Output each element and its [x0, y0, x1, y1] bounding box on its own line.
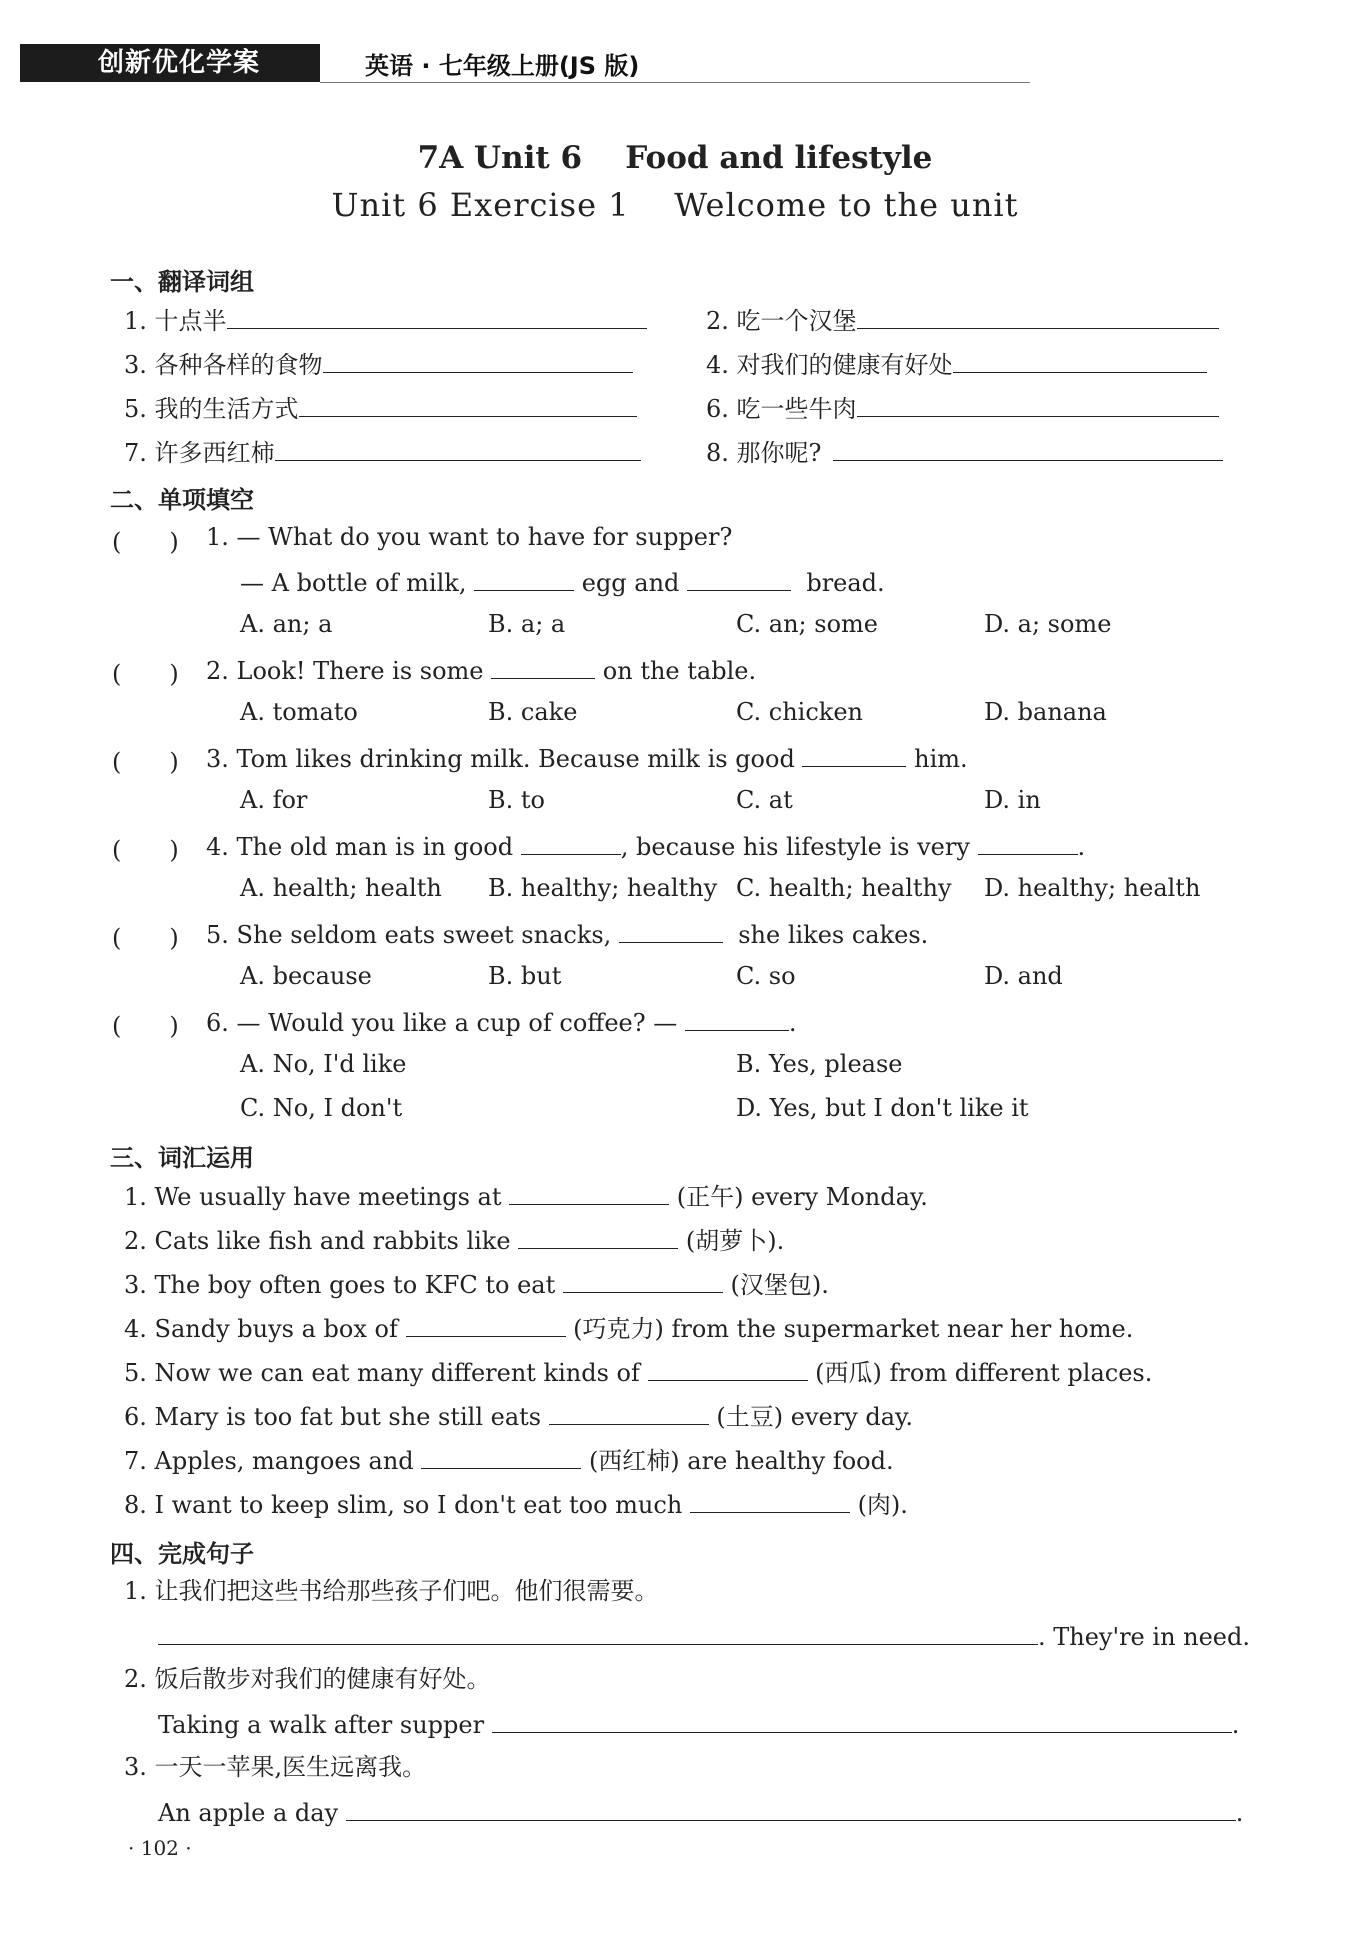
vocab-item-8: 8. I want to keep slim, so I don't eat too much (肉).	[124, 1488, 908, 1520]
option-a[interactable]: A. health; health	[240, 874, 442, 902]
translate-item-6: 6. 吃一些牛肉	[706, 392, 1219, 424]
sentence-answer-1: . They're in need.	[158, 1620, 1250, 1652]
section-1-heading: 一、翻译词组	[110, 268, 254, 296]
translate-item-2: 2. 吃一个汉堡	[706, 304, 1219, 336]
answer-blank[interactable]	[474, 566, 574, 591]
sentence-prompt-1: 1. 让我们把这些书给那些孩子们吧。他们很需要。	[124, 1577, 659, 1605]
mc-question-6: 6. — Would you like a cup of coffee? — .	[206, 1006, 797, 1038]
option-c[interactable]: C. an; some	[736, 610, 878, 638]
option-b[interactable]: B. a; a	[488, 610, 566, 638]
option-a[interactable]: A. because	[240, 962, 372, 990]
translate-item-8: 8. 那你呢?	[706, 436, 1223, 468]
vocab-item-4: 4. Sandy buys a box of (巧克力) from the supermarket near her home.	[124, 1312, 1133, 1344]
option-d[interactable]: D. in	[984, 786, 1041, 814]
answer-blank[interactable]	[492, 1708, 1232, 1733]
answer-blank[interactable]	[619, 918, 723, 943]
book-title: 英语 · 七年级上册(JS 版)	[365, 52, 640, 80]
answer-blank[interactable]	[406, 1312, 566, 1337]
option-c[interactable]: C. No, I don't	[240, 1094, 403, 1122]
mc-question-3: 3. Tom likes drinking milk. Because milk is good him.	[206, 742, 968, 774]
vocab-item-2: 2. Cats like fish and rabbits like (胡萝卜).	[124, 1224, 784, 1256]
mc-question-1-line2: — A bottle of milk, egg and bread.	[240, 566, 885, 598]
answer-blank[interactable]	[857, 304, 1219, 329]
answer-blank[interactable]	[158, 1620, 1038, 1645]
option-d[interactable]: D. banana	[984, 698, 1107, 726]
answer-blank[interactable]	[227, 304, 647, 329]
vocab-item-7: 7. Apples, mangoes and (西红柿) are healthy food.	[124, 1444, 894, 1476]
answer-blank[interactable]	[299, 392, 637, 417]
answer-blank[interactable]	[802, 742, 906, 767]
answer-blank[interactable]	[275, 436, 641, 461]
answer-blank[interactable]	[549, 1400, 709, 1425]
answer-blank[interactable]	[491, 654, 595, 679]
option-d[interactable]: D. healthy; health	[984, 874, 1201, 902]
option-b[interactable]: B. to	[488, 786, 545, 814]
page-header	[20, 42, 1030, 84]
translate-item-7: 7. 许多西红柿	[124, 436, 641, 468]
answer-blank[interactable]	[953, 348, 1207, 373]
sentence-answer-3: An apple a day .	[158, 1796, 1243, 1828]
answer-blank[interactable]	[509, 1180, 669, 1205]
answer-blank[interactable]	[648, 1356, 808, 1381]
option-c[interactable]: C. at	[736, 786, 793, 814]
answer-paren[interactable]: ( )	[112, 660, 179, 688]
page-number: · 102 ·	[128, 1836, 192, 1860]
option-d[interactable]: D. Yes, but I don't like it	[736, 1094, 1029, 1122]
translate-item-1: 1. 十点半	[124, 304, 647, 336]
exercise-title: Unit 6 Exercise 1 Welcome to the unit	[331, 186, 1019, 224]
option-b[interactable]: B. cake	[488, 698, 578, 726]
answer-blank[interactable]	[521, 830, 621, 855]
answer-blank[interactable]	[687, 566, 791, 591]
vocab-item-5: 5. Now we can eat many different kinds of (西瓜) from different places.	[124, 1356, 1152, 1388]
translate-item-5: 5. 我的生活方式	[124, 392, 637, 424]
answer-blank[interactable]	[518, 1224, 678, 1249]
mc-question-2: 2. Look! There is some on the table.	[206, 654, 756, 686]
option-b[interactable]: B. but	[488, 962, 562, 990]
answer-blank[interactable]	[685, 1006, 789, 1031]
answer-blank[interactable]	[690, 1488, 850, 1513]
answer-blank[interactable]	[978, 830, 1078, 855]
answer-blank[interactable]	[323, 348, 633, 373]
option-a[interactable]: A. tomato	[240, 698, 358, 726]
section-4-heading: 四、完成句子	[110, 1540, 254, 1568]
answer-paren[interactable]: ( )	[112, 1012, 179, 1040]
answer-paren[interactable]: ( )	[112, 836, 179, 864]
translate-item-4: 4. 对我们的健康有好处	[706, 348, 1207, 380]
sentence-prompt-3: 3. 一天一苹果,医生远离我。	[124, 1753, 427, 1781]
answer-blank[interactable]	[346, 1796, 1236, 1821]
option-b[interactable]: B. healthy; healthy	[488, 874, 718, 902]
header-rule	[320, 82, 1030, 83]
section-2-heading: 二、单项填空	[110, 486, 254, 514]
answer-paren[interactable]: ( )	[112, 748, 179, 776]
mc-question-5: 5. She seldom eats sweet snacks, she likes cakes.	[206, 918, 928, 950]
option-c[interactable]: C. so	[736, 962, 796, 990]
answer-blank[interactable]	[421, 1444, 581, 1469]
unit-title: 7A Unit 6 Food and lifestyle	[417, 140, 933, 176]
sentence-prompt-2: 2. 饭后散步对我们的健康有好处。	[124, 1665, 491, 1693]
section-3-heading: 三、词汇运用	[110, 1144, 254, 1172]
answer-blank[interactable]	[857, 392, 1219, 417]
answer-blank[interactable]	[833, 436, 1223, 461]
option-b[interactable]: B. Yes, please	[736, 1050, 903, 1078]
answer-blank[interactable]	[563, 1268, 723, 1293]
vocab-item-1: 1. We usually have meetings at (正午) every Monday.	[124, 1180, 928, 1212]
option-c[interactable]: C. health; healthy	[736, 874, 952, 902]
sentence-answer-2: Taking a walk after supper .	[158, 1708, 1239, 1740]
vocab-item-6: 6. Mary is too fat but she still eats (土豆) every day.	[124, 1400, 913, 1432]
book-logo: 创新优化学案	[20, 44, 320, 82]
answer-paren[interactable]: ( )	[112, 924, 179, 952]
option-d[interactable]: D. and	[984, 962, 1063, 990]
option-a[interactable]: A. for	[240, 786, 308, 814]
answer-paren[interactable]: ( )	[112, 528, 179, 556]
option-a[interactable]: A. No, I'd like	[240, 1050, 407, 1078]
option-c[interactable]: C. chicken	[736, 698, 863, 726]
mc-question-4: 4. The old man is in good , because his lifestyle is very .	[206, 830, 1085, 862]
option-d[interactable]: D. a; some	[984, 610, 1112, 638]
mc-question-1: 1. — What do you want to have for supper?	[206, 523, 733, 551]
vocab-item-3: 3. The boy often goes to KFC to eat (汉堡包).	[124, 1268, 829, 1300]
translate-item-3: 3. 各种各样的食物	[124, 348, 633, 380]
option-a[interactable]: A. an; a	[240, 610, 333, 638]
